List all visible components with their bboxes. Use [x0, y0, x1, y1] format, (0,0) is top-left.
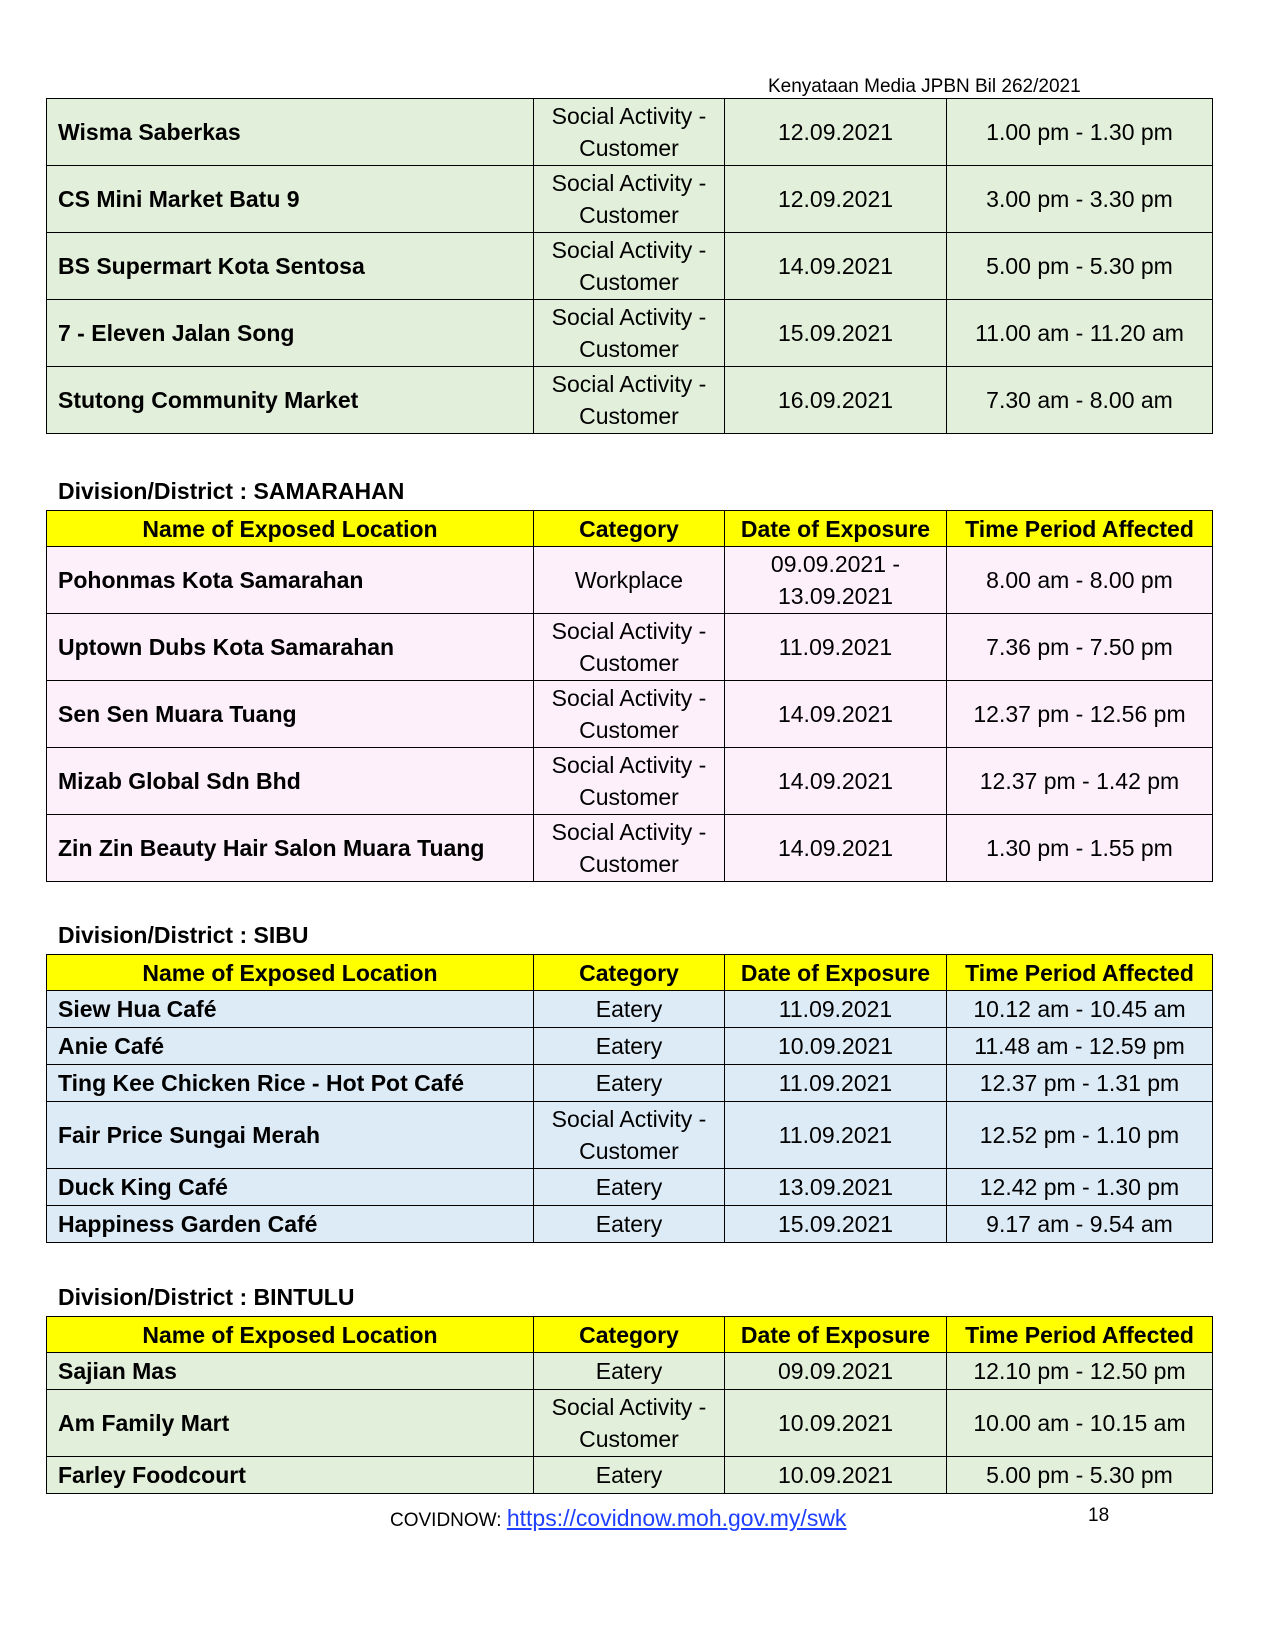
date-cell: 13.09.2021: [725, 1169, 947, 1206]
column-header-time: Time Period Affected: [947, 955, 1213, 991]
footer-label: COVIDNOW:: [390, 1510, 507, 1531]
category-cell: Eatery: [534, 1065, 725, 1102]
time-cell: 11.48 am - 12.59 pm: [947, 1028, 1213, 1065]
table-header-row: [47, 511, 1213, 547]
location-cell: Zin Zin Beauty Hair Salon Muara Tuang: [47, 815, 534, 882]
table-row: [47, 1457, 1213, 1494]
time-cell: 12.10 pm - 12.50 pm: [947, 1353, 1213, 1390]
continued-exposure-table: [46, 98, 1213, 434]
column-header-category: Category: [534, 955, 725, 991]
time-cell: 10.12 am - 10.45 am: [947, 991, 1213, 1028]
category-cell: Eatery: [534, 1169, 725, 1206]
table-row: [47, 367, 1213, 434]
bintulu-exposure-table: [46, 1316, 1213, 1494]
section-title-samarahan: Division/District : SAMARAHAN: [58, 478, 405, 504]
footer: [390, 1505, 846, 1532]
time-cell: 3.00 pm - 3.30 pm: [947, 166, 1213, 233]
date-cell: 12.09.2021: [725, 166, 947, 233]
category-cell: Social Activity - Customer: [534, 681, 725, 748]
time-cell: 1.30 pm - 1.55 pm: [947, 815, 1213, 882]
location-cell: Ting Kee Chicken Rice - Hot Pot Café: [47, 1065, 534, 1102]
location-cell: Farley Foodcourt: [47, 1457, 534, 1494]
location-cell: Siew Hua Café: [47, 991, 534, 1028]
column-header-date: Date of Exposure: [725, 511, 947, 547]
date-cell: 11.09.2021: [725, 1065, 947, 1102]
category-cell: Eatery: [534, 991, 725, 1028]
category-cell: Social Activity - Customer: [534, 815, 725, 882]
location-cell: CS Mini Market Batu 9: [47, 166, 534, 233]
table-row: [47, 233, 1213, 300]
date-cell: 15.09.2021: [725, 300, 947, 367]
location-cell: Sen Sen Muara Tuang: [47, 681, 534, 748]
date-cell: 16.09.2021: [725, 367, 947, 434]
date-cell: 11.09.2021: [725, 991, 947, 1028]
time-cell: 10.00 am - 10.15 am: [947, 1390, 1213, 1457]
column-header-category: Category: [534, 1317, 725, 1353]
time-cell: 12.42 pm - 1.30 pm: [947, 1169, 1213, 1206]
time-cell: 1.00 pm - 1.30 pm: [947, 99, 1213, 166]
time-cell: 5.00 pm - 5.30 pm: [947, 1457, 1213, 1494]
date-cell: 15.09.2021: [725, 1206, 947, 1243]
time-cell: 9.17 am - 9.54 am: [947, 1206, 1213, 1243]
column-header-location: Name of Exposed Location: [47, 955, 534, 991]
time-cell: 12.37 pm - 1.31 pm: [947, 1065, 1213, 1102]
column-header-date: Date of Exposure: [725, 955, 947, 991]
page-number: 18: [1088, 1505, 1110, 1526]
date-cell: 14.09.2021: [725, 681, 947, 748]
location-cell: Duck King Café: [47, 1169, 534, 1206]
table-row: [47, 300, 1213, 367]
table-row: [47, 166, 1213, 233]
category-cell: Eatery: [534, 1457, 725, 1494]
table-row: [47, 748, 1213, 815]
table-row: [47, 1102, 1213, 1169]
table-row: [47, 1028, 1213, 1065]
category-cell: Social Activity - Customer: [534, 367, 725, 434]
location-cell: Wisma Saberkas: [47, 99, 534, 166]
date-cell: 10.09.2021: [725, 1390, 947, 1457]
column-header-location: Name of Exposed Location: [47, 1317, 534, 1353]
time-cell: 7.36 pm - 7.50 pm: [947, 614, 1213, 681]
category-cell: Social Activity - Customer: [534, 614, 725, 681]
location-cell: Mizab Global Sdn Bhd: [47, 748, 534, 815]
table-row: [47, 815, 1213, 882]
time-cell: 12.52 pm - 1.10 pm: [947, 1102, 1213, 1169]
category-cell: Workplace: [534, 547, 725, 614]
category-cell: Social Activity - Customer: [534, 99, 725, 166]
time-cell: 5.00 pm - 5.30 pm: [947, 233, 1213, 300]
table-row: [47, 547, 1213, 614]
location-cell: Am Family Mart: [47, 1390, 534, 1457]
time-cell: 12.37 pm - 12.56 pm: [947, 681, 1213, 748]
section-title-sibu: Division/District : SIBU: [58, 922, 309, 948]
time-cell: 8.00 am - 8.00 pm: [947, 547, 1213, 614]
column-header-time: Time Period Affected: [947, 1317, 1213, 1353]
table-header-row: [47, 1317, 1213, 1353]
date-cell: 10.09.2021: [725, 1457, 947, 1494]
time-cell: 12.37 pm - 1.42 pm: [947, 748, 1213, 815]
column-header-date: Date of Exposure: [725, 1317, 947, 1353]
category-cell: Eatery: [534, 1028, 725, 1065]
table-row: [47, 681, 1213, 748]
location-cell: BS Supermart Kota Sentosa: [47, 233, 534, 300]
category-cell: Social Activity - Customer: [534, 233, 725, 300]
location-cell: Anie Café: [47, 1028, 534, 1065]
category-cell: Social Activity - Customer: [534, 1390, 725, 1457]
table-row: [47, 614, 1213, 681]
date-cell: 14.09.2021: [725, 233, 947, 300]
category-cell: Social Activity - Customer: [534, 166, 725, 233]
location-cell: Fair Price Sungai Merah: [47, 1102, 534, 1169]
category-cell: Social Activity - Customer: [534, 300, 725, 367]
table-row: [47, 1353, 1213, 1390]
date-cell: 14.09.2021: [725, 748, 947, 815]
location-cell: Uptown Dubs Kota Samarahan: [47, 614, 534, 681]
time-cell: 7.30 am - 8.00 am: [947, 367, 1213, 434]
table-row: [47, 991, 1213, 1028]
column-header-time: Time Period Affected: [947, 511, 1213, 547]
table-row: [47, 1169, 1213, 1206]
category-cell: Eatery: [534, 1353, 725, 1390]
location-cell: Happiness Garden Café: [47, 1206, 534, 1243]
section-title-bintulu: Division/District : BINTULU: [58, 1284, 355, 1310]
category-cell: Social Activity - Customer: [534, 1102, 725, 1169]
time-cell: 11.00 am - 11.20 am: [947, 300, 1213, 367]
table-row: [47, 1065, 1213, 1102]
location-cell: Stutong Community Market: [47, 367, 534, 434]
location-cell: Pohonmas Kota Samarahan: [47, 547, 534, 614]
document-reference: Kenyataan Media JPBN Bil 262/2021: [768, 76, 1081, 97]
column-header-category: Category: [534, 511, 725, 547]
sibu-exposure-table: [46, 954, 1213, 1243]
location-cell: 7 - Eleven Jalan Song: [47, 300, 534, 367]
table-row: [47, 1206, 1213, 1243]
samarahan-exposure-table: [46, 510, 1213, 882]
date-cell: 09.09.2021: [725, 1353, 947, 1390]
table-row: [47, 99, 1213, 166]
date-cell: 10.09.2021: [725, 1028, 947, 1065]
table-row: [47, 1390, 1213, 1457]
location-cell: Sajian Mas: [47, 1353, 534, 1390]
date-cell: 12.09.2021: [725, 99, 947, 166]
column-header-location: Name of Exposed Location: [47, 511, 534, 547]
category-cell: Social Activity - Customer: [534, 748, 725, 815]
date-cell: 11.09.2021: [725, 614, 947, 681]
covidnow-link[interactable]: https://covidnow.moh.gov.my/swk: [506, 1505, 847, 1531]
table-header-row: [47, 955, 1213, 991]
date-cell: 11.09.2021: [725, 1102, 947, 1169]
date-cell: 14.09.2021: [725, 815, 947, 882]
category-cell: Eatery: [534, 1206, 725, 1243]
date-cell: 09.09.2021 - 13.09.2021: [725, 547, 947, 614]
